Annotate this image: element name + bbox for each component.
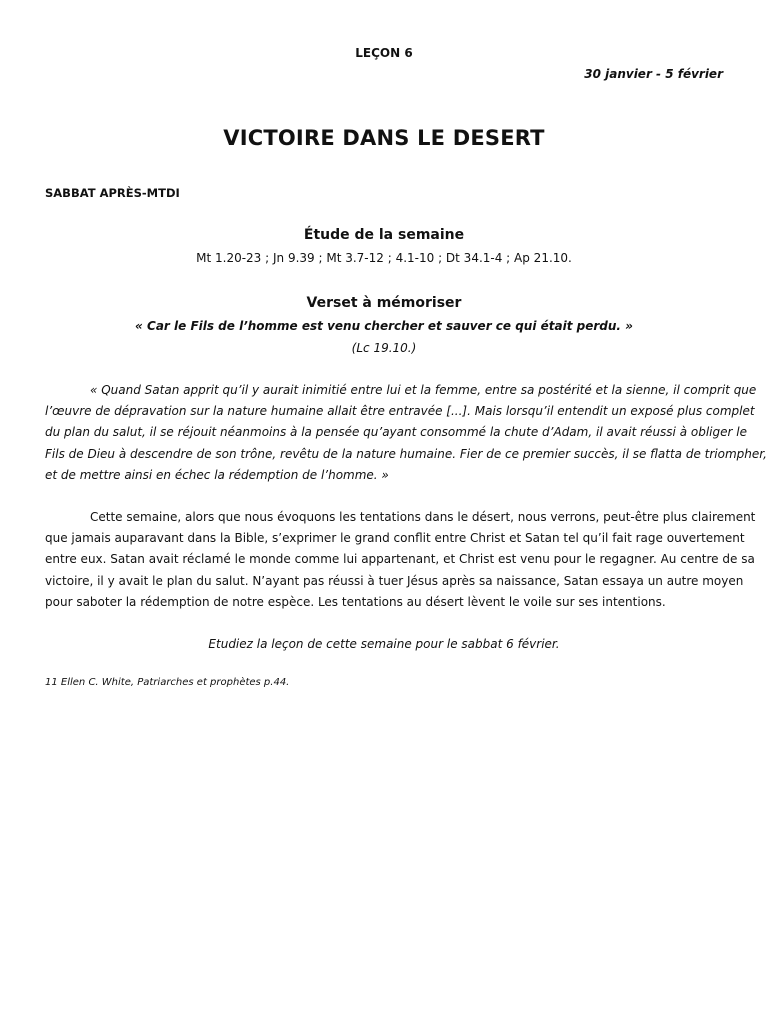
date-range: 30 janvier - 5 février [584,67,723,81]
study-instruction: Etudiez la leçon de cette semaine pour le sabbat 6 février. [208,637,560,651]
footnote: 11 Ellen C. White, Patriarches et prophètes p.44. [45,677,290,688]
study-heading: Étude de la semaine [303,227,465,243]
memory-verse-reference: (Lc 19.10.) [351,341,417,355]
lesson-number: LEÇON 6 [355,46,413,60]
quote-line: Fils de Dieu à descendre de son trône, revêtu de la nature humaine. Fier de ce premier succès, il se flatta de triompher, [45,446,767,461]
quote-line: du plan du salut, il se réjouit néanmoins à la pensée qu’ayant consommé la chute d’Adam, il avait réussi à obliger le [45,425,747,440]
quote-line: et de mettre ainsi en échec la rédemption de l’homme. » [45,467,389,482]
body-line: victoire, il y avait le plan du salut. N’ayant pas réussi à tuer Jésus après sa naissance, Satan essaya un autre moyen [45,573,744,588]
section-label: SABBAT APRÈS-MTDI [45,186,180,200]
memory-verse-heading: Verset à mémoriser [306,295,462,311]
quote-paragraph [45,380,767,486]
body-line: pour saboter la rédemption de notre espèce. Les tentations au désert lèvent le voile sur ses intentions. [45,594,666,609]
body-line: que jamais auparavant dans la Bible, s’exprimer le grand conflit entre Christ et Satan tel qu’il fait rage ouvertement [45,531,745,546]
quote-line: « Quand Satan apprit qu’il y aurait inimitié entre lui et la femme, entre sa postérité et la sienne, il comprit que [90,383,757,397]
body-line: Cette semaine, alors que nous évoquons les tentations dans le désert, nous verrons, peut-être plus clairement [90,510,756,524]
quote-line: l’œuvre de dépravation sur la nature humaine allait être entravée [...]. Mais lorsqu’il entendit un exposé plus complet [45,404,755,419]
body-paragraph [45,507,756,613]
memory-verse-text: « Car le Fils de l’homme est venu chercher et sauver ce qui était perdu. » [135,319,633,333]
page-title: VICTOIRE DANS LE DESERT [223,126,545,150]
study-references: Mt 1.20-23 ; Jn 9.39 ; Mt 3.7-12 ; 4.1-10 ; Dt 34.1-4 ; Ap 21.10. [196,251,572,265]
body-line: entre eux. Satan avait réclamé le monde comme lui appartenant, et Christ est venu pour le regagner. Au centre de sa [45,552,755,567]
